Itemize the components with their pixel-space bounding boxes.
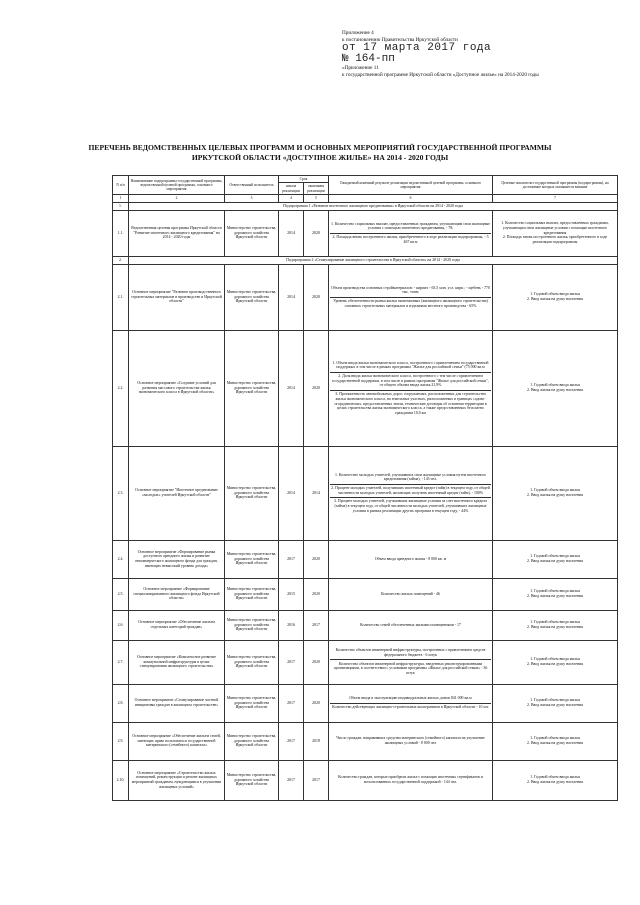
measure-name: Основное мероприятие «Формирование рынка доступного арендного жилья и развитие некоммерческого жилищного фонда для граждан, имеющих невысокий уровень дохода» <box>129 540 225 578</box>
end-year: 2020 <box>304 578 329 610</box>
target-indicators <box>493 640 618 684</box>
result-item: 1. Количество молодых учителей, улучшивших свои жилищные условия путем ипотечного кредитования (займа), - 143 чел. <box>330 471 491 484</box>
measure-name: Основное мероприятие «Стимулирование частной инициативы граждан в жилищном строительстве» <box>129 684 225 722</box>
expected-results <box>329 540 493 578</box>
col-number: 2 <box>129 195 225 202</box>
col-number: 6 <box>329 195 493 202</box>
program-table <box>112 175 618 801</box>
col-number: 3 <box>225 195 279 202</box>
expected-results <box>329 330 493 446</box>
table-row <box>113 760 618 800</box>
table-row <box>113 684 618 722</box>
expected-results <box>329 264 493 330</box>
start-year: 2015 <box>279 578 304 610</box>
indicator-item: 2. Площадь вновь построенного жилья, приобретенного в ходе реализации подпрограммы <box>502 235 608 245</box>
row-number: 1.1. <box>113 210 129 256</box>
start-year: 2017 <box>279 640 304 684</box>
result-item: 2. Площадь вновь построенного жилья, приобретенного в ходе реализации подпрограммы, - 5 467 кв.м <box>332 235 489 244</box>
start-year: 2014 <box>279 210 304 256</box>
measure-name: Основное мероприятие "Развитие производственного строительных материалов в производстве и Иркутской области" <box>129 264 225 330</box>
subprogram-title: Подпрограмма 1 «Развитие ипотечного жилищного кредитования» в Иркутской области на 2014 - 2020 годы <box>129 202 618 210</box>
result-item: 3. Процент молодых учителей, улучшивших жилищные условия за счет ипотечного кредита (займа) в текущем году, от общей численности молодых учителей, улучшивших жилищные условия в рамках реализации других программ в текущем году, - 44% <box>334 499 487 513</box>
row-number: 2.7. <box>113 640 129 684</box>
executor: Министерство строительства, дорожного хозяйства Иркутской области <box>225 684 279 722</box>
indicator-item: 1. Годовой объем ввода жилья <box>530 292 580 297</box>
handwritten-number: № 164-пп <box>342 53 395 66</box>
table-row <box>113 610 618 640</box>
executor: Министерство строительства, дорожного хозяйства Иркутской области <box>225 640 279 684</box>
end-year: 2020 <box>304 210 329 256</box>
result-item: Количество объектов инженерной инфраструктуры, введенных реконструированными организациями, в соответствии с условиями программы «Жилье для российской семьи» - 36 штук <box>333 661 488 676</box>
expected-results <box>329 760 493 800</box>
executor: Министерство строительства, дорожного хозяйства Иркутской области <box>225 760 279 800</box>
result-item: Количество граждан, которые приобрели жилье с помощью ипотечных сертификатов и использованных государственной поддержкой - 144 чел. <box>338 775 483 785</box>
start-year: 2017 <box>279 722 304 760</box>
header-row <box>113 176 618 183</box>
indicator-item: 1. Годовой объем ввода жилья <box>530 383 580 388</box>
result-item: Число граждан, направивших средства материнского (семейного) капитала на улучшение жилищных условий - 8 000 чел <box>336 736 485 746</box>
header-num: N п/п <box>113 176 129 195</box>
target-indicators <box>493 760 618 800</box>
table-row <box>113 540 618 578</box>
measure-name: Основное мероприятие «Комплексное развитие коммунальной инфраструктуры в целях стимулирования жилищного строительства» <box>129 640 225 684</box>
col-number: 5 <box>304 195 329 202</box>
row-number: 2.4. <box>113 540 129 578</box>
row-number: 2.3. <box>113 446 129 540</box>
row-number: 1. <box>113 202 129 210</box>
header-executor: Ответственный исполнитель <box>225 176 279 195</box>
executor: Министерство строительства, дорожного хозяйства Иркутской области <box>225 264 279 330</box>
indicator-item: 2. Ввод жилья на душу населения <box>527 741 583 746</box>
measure-name: Основное мероприятие «Обеспечение жильем отдельных категорий граждан» <box>129 610 225 640</box>
target-indicators <box>493 722 618 760</box>
result-item: Количество действующих жилищно-строительных кооперативов в Иркутской области - 10 шт. <box>332 705 489 710</box>
indicator-item: 2. Ввод жилья на душу населения <box>527 559 583 564</box>
end-year: 2020 <box>304 330 329 446</box>
col-number: 7 <box>493 195 618 202</box>
row-number: 2.5. <box>113 578 129 610</box>
target-indicators <box>493 446 618 540</box>
indicator-item: 2. Ввод жилья на душу населения <box>527 780 583 785</box>
result-item: 2. Процент молодых учителей, получивших ипотечный кредит (займ) в текущем году, от общей численности молодых учителей, желающих получить ипотечный кредит (займ), - 100% <box>330 485 491 498</box>
end-year: 2017 <box>304 760 329 800</box>
indicator-item: 2. Ввод жилья на душу населения <box>527 594 583 599</box>
start-year: 2017 <box>279 540 304 578</box>
row-number: 2.1. <box>113 264 129 330</box>
target-indicators <box>493 330 618 446</box>
col-number: 4 <box>279 195 304 202</box>
row-number: 2.2. <box>113 330 129 446</box>
indicator-item: 1. Годовой объем ввода жилья <box>530 657 580 662</box>
result-item: Объем ввода арендного жилья - 8 000 кв. м <box>374 556 447 561</box>
start-year: 2014 <box>279 330 304 446</box>
indicator-item: 1. Годовой объем ввода жилья <box>530 736 580 741</box>
target-indicators <box>493 610 618 640</box>
expected-results <box>329 722 493 760</box>
end-year: 2020 <box>304 640 329 684</box>
header-end: окончания реализации <box>304 183 329 195</box>
row-number: 2. <box>113 256 129 264</box>
indicator-item: 1. Годовой объем ввода жилья <box>530 698 580 703</box>
end-year: 2018 <box>304 722 329 760</box>
executor: Министерство строительства, дорожного хозяйства Иркутской области <box>225 446 279 540</box>
start-year: 2017 <box>279 760 304 800</box>
measure-name: Основное мероприятие «Строительство жилых помещений, реконструкция и ремонт жилищных мероприятий гражданам, нуждающимся в улучшении жилищных условий» <box>129 760 225 800</box>
indicator-item: 2. Ввод жилья на душу населения <box>527 493 583 498</box>
expected-results <box>329 610 493 640</box>
result-item: Количество жилых помещений - 46 <box>381 591 440 596</box>
expected-results <box>329 578 493 610</box>
indicator-item: 2. Ввод жилья на душу населения <box>527 388 583 393</box>
target-indicators <box>493 264 618 330</box>
result-item: 2. Доля ввода жилья экономического класса, построенного с тем числе с привлечением государственной поддержки, в том числе в рамках программы "Жилье для российской семьи", от общего объема ввода жилья 21,9% <box>330 373 491 391</box>
table-row <box>113 210 618 256</box>
header-start: начала реализации <box>279 183 304 195</box>
title-line-1: ПЕРЕЧЕНЬ ВЕДОМСТВЕННЫХ ЦЕЛЕВЫХ ПРОГРАММ И ОСНОВНЫХ МЕРОПРИЯТИЙ ГОСУДАРСТВЕННОЙ ПРОГРАММЫ <box>88 143 552 152</box>
result-item: 3. Протяженность автомобильных дорог, сооружаемых, расположенных для строительства жилья экономического класса, на земельных участках, расположенных в границах садово-огороднических, предоставленных земли, технические договоры об освоении территории в целях строительства жилья экономического класса, а также предоставленных бесплатно гражданам 10,0 км <box>334 392 487 415</box>
row-number: 2.8. <box>113 684 129 722</box>
end-year: 2014 <box>304 446 329 540</box>
subprogram-row <box>113 202 618 210</box>
result-item: Объем ввода в эксплуатацию индивидуальных жилых домов 841 000 кв.м <box>330 695 491 704</box>
executor: Министерство строительства, дорожного хозяйства Иркутской области <box>225 540 279 578</box>
col-number: 1 <box>113 195 129 202</box>
indicator-item: 1. Годовой объем ввода жилья <box>530 589 580 594</box>
indicator-item: 2. Ввод жилья на душу населения <box>527 703 583 708</box>
program-reference: к государственной программе Иркутской области «Доступное жилье» на 2014-2020 годы <box>342 71 539 78</box>
executor: Министерство строительства, дорожного хозяйства Иркутской области <box>225 330 279 446</box>
appendix-label: Приложение 4 <box>342 30 374 36</box>
handwritten-date: от 17 марта 2017 года <box>342 42 492 55</box>
table-row <box>113 578 618 610</box>
result-item: Количество семей обеспеченных жилыми помещениями - 17 <box>360 622 461 627</box>
title-line-2: ИРКУТСКОЙ ОБЛАСТИ «ДОСТУПНОЕ ЖИЛЬЕ» НА 2014 - 2020 ГОДЫ <box>191 152 449 162</box>
indicator-item: 1. Годовой объем ввода жилья <box>530 620 580 625</box>
end-year: 2020 <box>304 264 329 330</box>
column-number-row <box>113 195 618 202</box>
measure-name: Основное мероприятие "Ипотечное кредитование «молодых» учителей Иркутской области" <box>129 446 225 540</box>
end-year: 2017 <box>304 610 329 640</box>
measure-name: Основное мероприятие «Обеспечение жильем семей, имеющих право пользоваться государственной материнского (семейного) капитала» <box>129 722 225 760</box>
target-indicators <box>493 540 618 578</box>
indicator-item: 1. Годовой объем ввода жилья <box>530 775 580 780</box>
table-row <box>113 446 618 540</box>
start-year: 2014 <box>279 446 304 540</box>
indicator-item: 2. Ввод жилья на душу населения <box>527 625 583 630</box>
measure-name: Ведомственная целевая программа Иркутской области "Развитие ипотечного жилищного кредитования" на 2014 - 2020 годы <box>129 210 225 256</box>
header-result: Ожидаемый конечный результат реализации ведомственной целевой программы, основного мероприятия <box>329 176 493 195</box>
decree-label: к постановлению Правительства Иркутской области <box>342 36 458 43</box>
start-year: 2016 <box>279 610 304 640</box>
indicator-item: 1. Годовой объем ввода жилья <box>530 488 580 493</box>
result-item: Количество объектов инженерной инфраструктуры, построенных с привлечением средств федерального бюджета - 6 штук <box>330 647 491 660</box>
row-number: 2.9. <box>113 722 129 760</box>
result-item: 1. Количество социальных выплат, предоставленных гражданам, улучшающим свои жилищные условия с помощью ипотечного кредитования, - 78; <box>330 220 491 233</box>
row-number: 2.10. <box>113 760 129 800</box>
result-item: 1. Объем ввода жилья экономического класса, построенного с привлечением государственной поддержки, в том числе в рамках программы "Жилье для российской семьи" (75 000 кв.м <box>330 359 491 372</box>
measure-name: Основное мероприятие «Формирование специализированного жилищного фонда Иркутской области» <box>129 578 225 610</box>
end-year: 2020 <box>304 540 329 578</box>
expected-results <box>329 684 493 722</box>
header-name: Наименование подпрограммы государственной программы, ведомственной целевой программы, основного мероприятия <box>129 176 225 195</box>
table-row <box>113 722 618 760</box>
target-indicators <box>493 210 618 256</box>
document-header <box>342 30 632 78</box>
previous-appendix-label: «Приложение 11 <box>342 65 379 72</box>
table-row <box>113 330 618 446</box>
header-term: Срок <box>279 176 329 183</box>
indicator-item: 2. Ввод жилья на душу населения <box>527 297 583 302</box>
end-year: 2020 <box>304 684 329 722</box>
measure-name: Основное мероприятие «Создание условий для развития массового строительства жилья экономического класса в Иркутской области» <box>129 330 225 446</box>
subprogram-title: Подпрограмма 2 «Стимулирование жилищного строительства в Иркутской области» на 2014 - 2020 годы <box>129 256 618 264</box>
executor: Министерство строительства, дорожного хозяйства Иркутской области <box>225 610 279 640</box>
row-number: 2.6. <box>113 610 129 640</box>
target-indicators <box>493 684 618 722</box>
table-row <box>113 264 618 330</box>
executor: Министерство строительства, дорожного хозяйства Иркутской области <box>225 722 279 760</box>
expected-results <box>329 210 493 256</box>
subprogram-row <box>113 256 618 264</box>
table-body <box>113 202 618 800</box>
result-item: Уровень обеспеченности рынка жилья экономичных (жилищного жилищного строительства) основных строительных материалов и изделиями местного производства - 65% <box>333 299 488 308</box>
header-indicators: Целевые показатели государственной программы (подпрограммы), на достижение которых оказывается влияние <box>493 176 618 195</box>
start-year: 2014 <box>279 264 304 330</box>
document-title <box>0 143 640 162</box>
executor: Министерство строительства, дорожного хозяйства Иркутской области <box>225 578 279 610</box>
indicator-item: 2. Ввод жилья на душу населения <box>527 662 583 667</box>
executor: Министерство строительства, дорожного хозяйства Иркутской области <box>225 210 279 256</box>
start-year: 2017 <box>279 684 304 722</box>
result-item: Объем производства основных стройматериалов: - кирпич - 65,5 млн. усл. кирп.; - щебень - 770 тыс. тонн; <box>330 284 491 297</box>
indicator-item: 1. Годовой объем ввода жилья <box>530 554 580 559</box>
indicator-item: 1. Количество социальных выплат, предоставленных гражданам, улучшающим свои жилищные условия с помощью ипотечного кредитования <box>501 221 609 235</box>
expected-results <box>329 446 493 540</box>
expected-results <box>329 640 493 684</box>
table-row <box>113 640 618 684</box>
target-indicators <box>493 578 618 610</box>
